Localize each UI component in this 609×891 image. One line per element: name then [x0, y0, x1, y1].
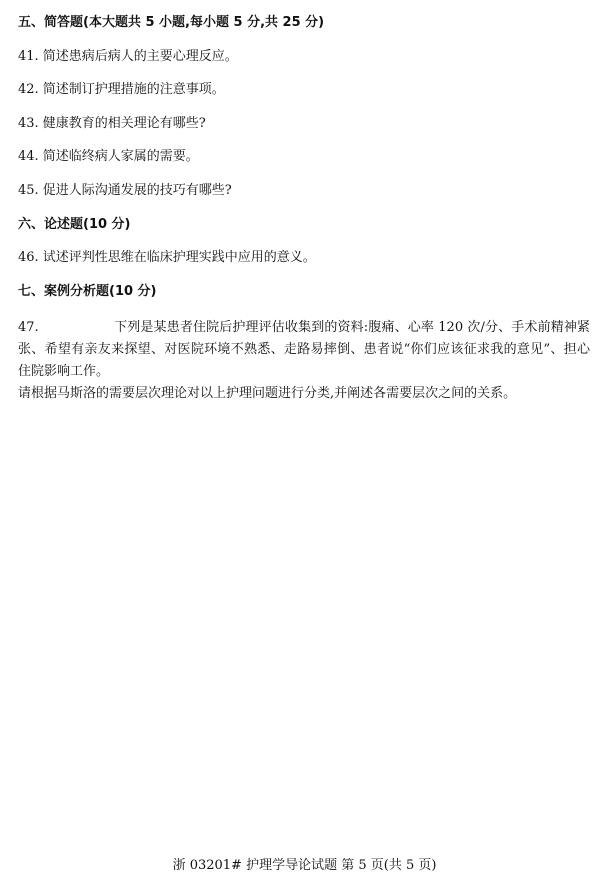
question-46: 46. 试述评判性思维在临床护理实践中应用的意义。: [18, 250, 316, 265]
question-41: 41. 简述患病后病人的主要心理反应。: [18, 49, 238, 64]
case-number: 47.: [18, 320, 39, 335]
case-row: [18, 317, 590, 383]
section-7-heading: 七、案例分析题(10 分): [18, 284, 157, 299]
question-44: 44. 简述临终病人家属的需要。: [18, 149, 199, 164]
case-question-47: [18, 317, 590, 405]
question-43: 43. 健康教育的相关理论有哪些?: [18, 116, 206, 131]
case-instruction: 请根据马斯洛的需要层次理论对以上护理问题进行分类,并阐述各需要层次之间的关系。: [18, 386, 517, 401]
case-description-text: 下列是某患者住院后护理评估收集到的资料:腹痛、心率 120 次/分、手术前精神紧张、希望有亲友来探望、对医院环境不熟悉、走路易摔倒、患者说“你们应该征求我的意见”、担心住院影响工作。: [18, 320, 590, 379]
section-6-heading: 六、论述题(10 分): [18, 217, 131, 232]
section-5-heading: 五、简答题(本大题共 5 小题,每小题 5 分,共 25 分): [18, 15, 325, 30]
question-42: 42. 简述制订护理措施的注意事项。: [18, 82, 225, 97]
question-45: 45. 促进人际沟通发展的技巧有哪些?: [18, 183, 232, 198]
case-description: [18, 317, 590, 383]
page-footer: 浙 03201# 护理学导论试题 第 5 页(共 5 页): [172, 858, 437, 873]
